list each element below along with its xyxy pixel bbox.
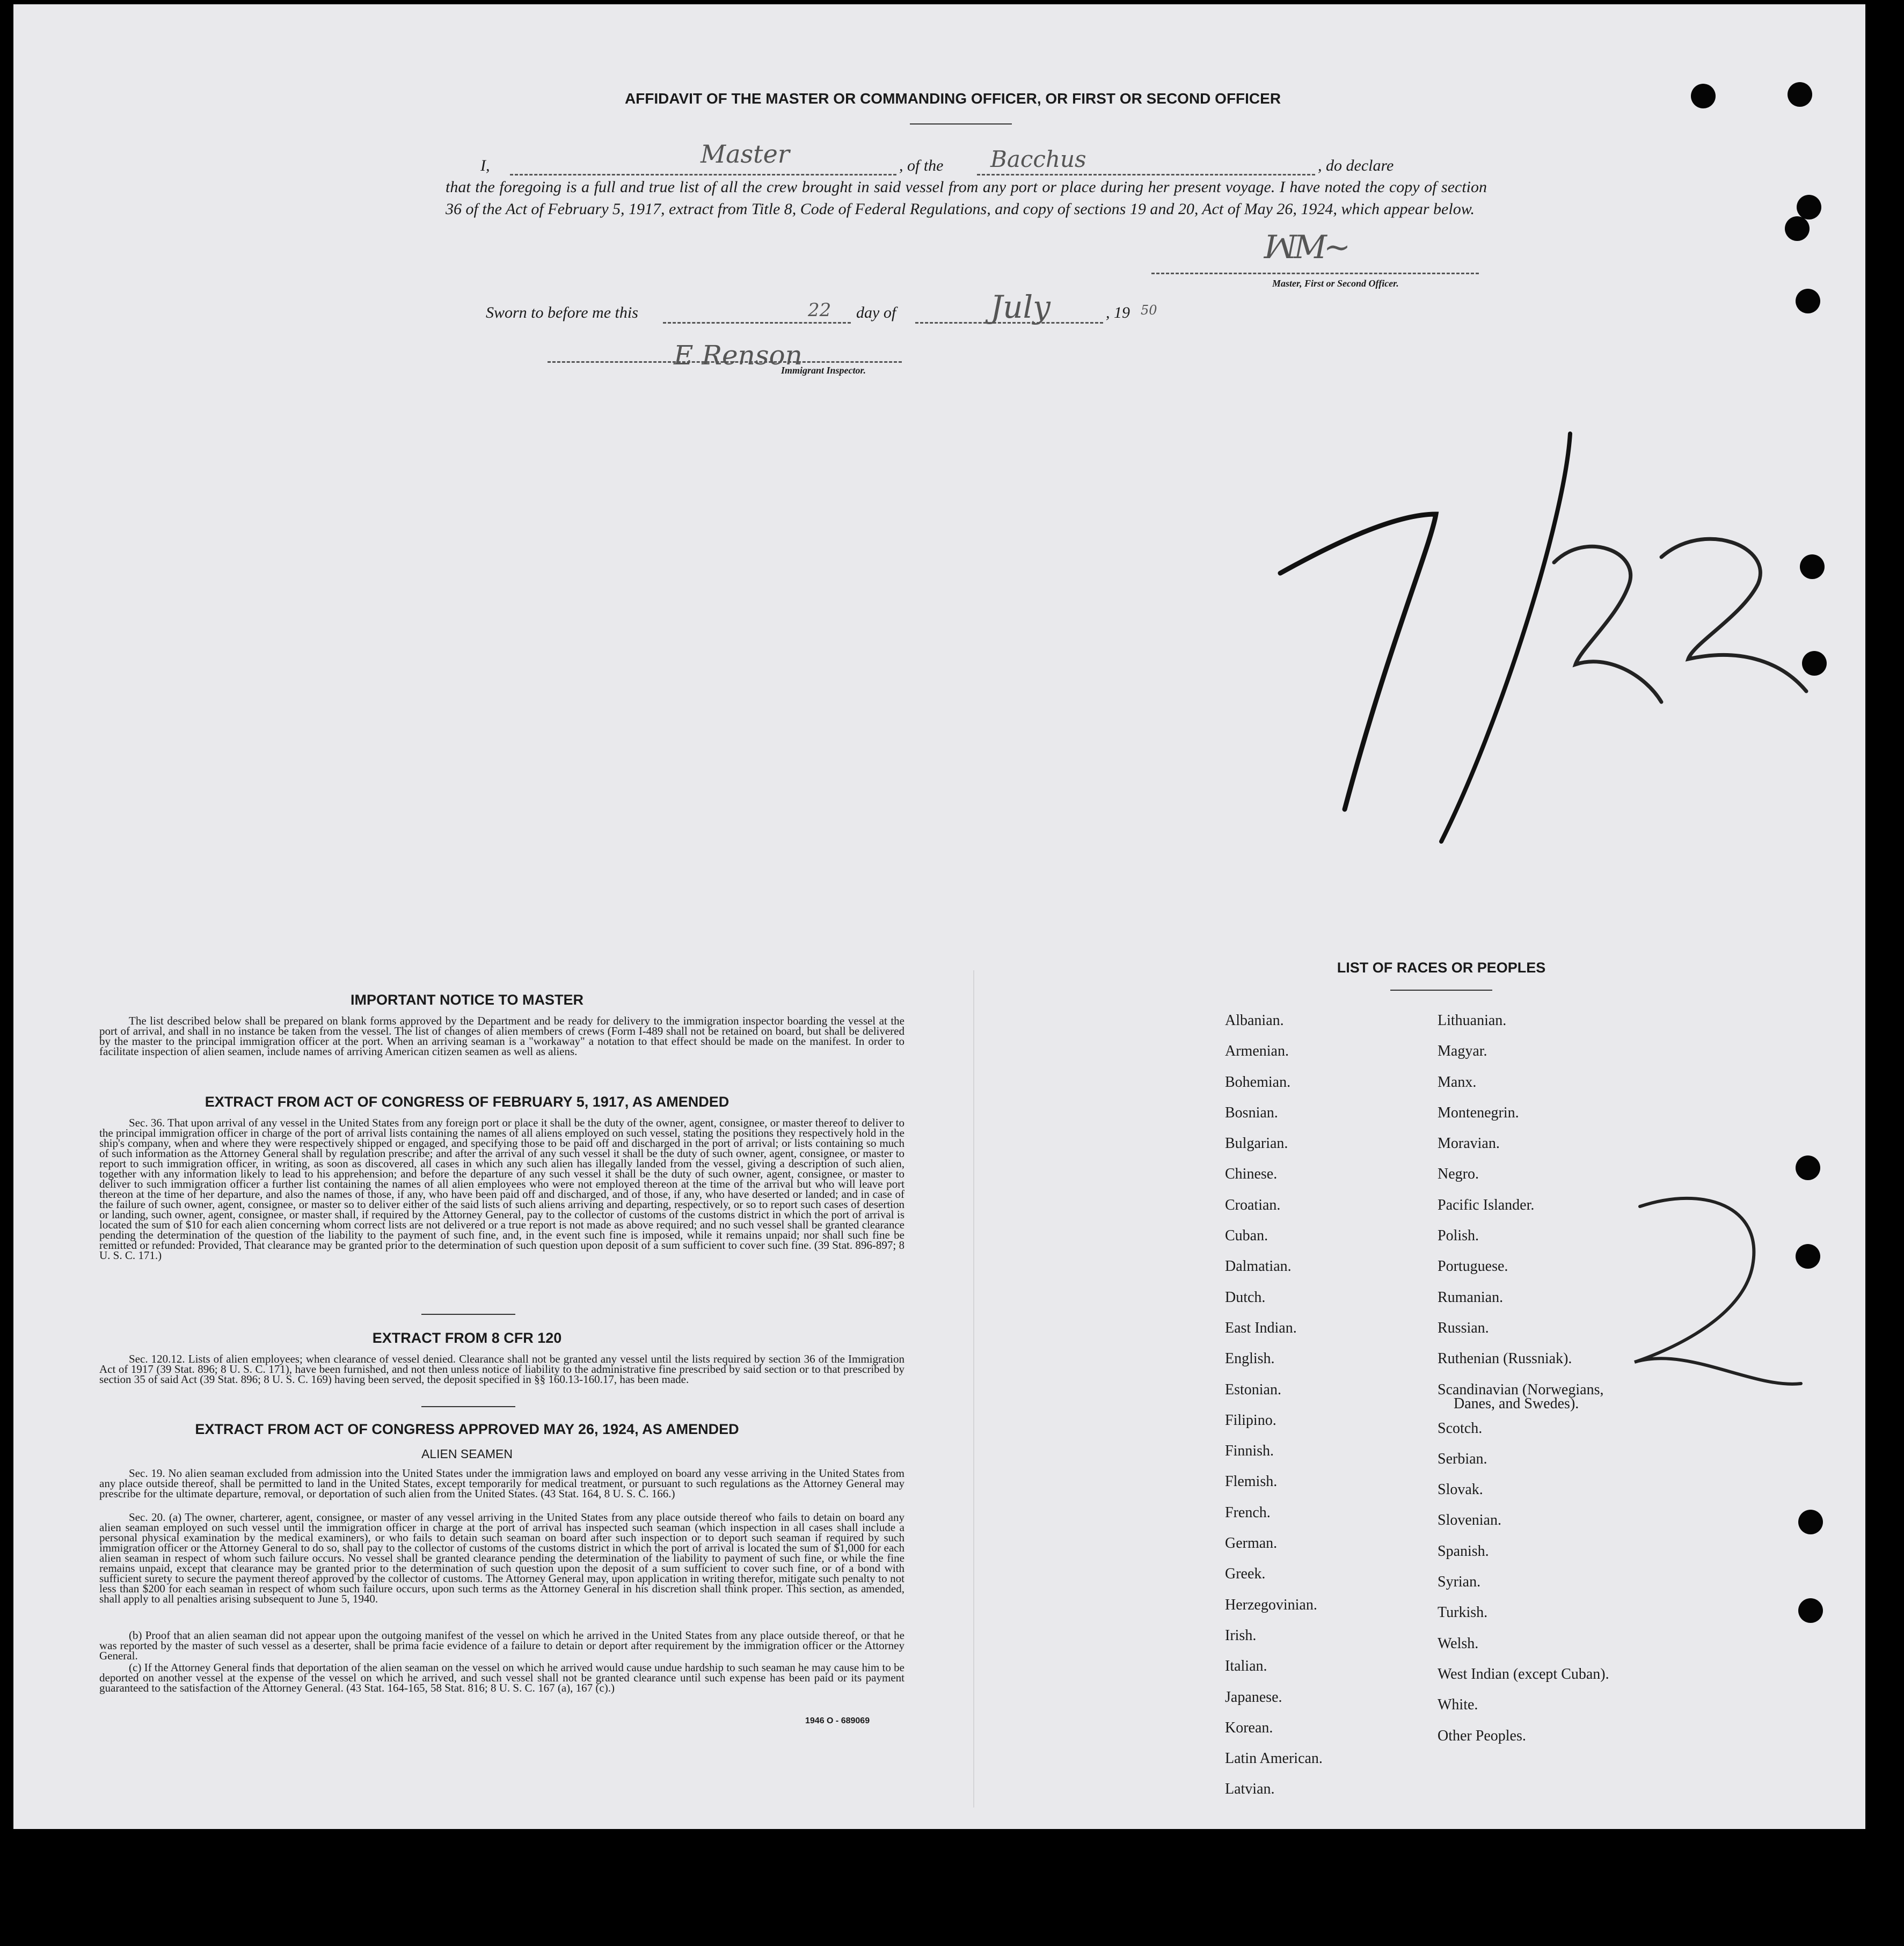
punch-hole: [1798, 1510, 1823, 1534]
race-item: Portuguese.: [1438, 1258, 1508, 1275]
of-the-label: , of the: [899, 157, 944, 174]
stroke-number-2: [1635, 1198, 1801, 1384]
race-item: Scandinavian (Norwegians,: [1438, 1381, 1604, 1398]
race-item: English.: [1225, 1350, 1275, 1367]
race-item: Dalmatian.: [1225, 1258, 1292, 1275]
race-item: Slovak.: [1438, 1481, 1483, 1498]
race-item: Filipino.: [1225, 1411, 1276, 1429]
vessel-name-handwritten: Bacchus: [990, 146, 1086, 172]
races-title: LIST OF RACES OR PEOPLES: [1337, 960, 1546, 976]
race-item: West Indian (except Cuban).: [1438, 1665, 1609, 1682]
race-item: Slovenian.: [1438, 1512, 1501, 1529]
month-handwritten: July: [990, 289, 1051, 325]
stroke-7: [1280, 514, 1436, 809]
race-item: Welsh.: [1438, 1635, 1479, 1652]
stroke-slash: [1441, 434, 1570, 842]
extract-1917-text: Sec. 36. That upon arrival of any vessel in the United States from any foreign port or place it shall be the duty of the owner, agent, consignee, or master thereof to deliver to the principal immigration officer in charge of the port of arrival lists containing the names of all aliens employed on such vessel, stating the positions they respectively hold in the ship's company, when and where they were respectively shipped or engaged, and specifying those to be paid off and discharged in the port of arrival; or lists containing so much of such information as the Attorney General shall by regulation prescribe; and after the arrival of any such vessel it shall be the duty of such owner, agent, consignee, or master to report to such immigration officer, in writing, as soon as discovered, all cases in which any such alien has illegally landed from the vessel, giving a description of such alien, together with any information likely to lead to his apprehension; and before the departure of any such vessel it shall be the duty of such owner, agent, consignee, or master to deliver to such immigration officer a further list containing the names of all alien employees who were not employed thereon at the time of the arrival but who will leave port thereon at the time of her departure, and also the names of those, if any, who have been paid off and discharged, and of those, if any, who have deserted or landed; and in case of the failure of such owner, agent, consignee, or master so to deliver either of the said lists of such aliens arriving and departing, respectively, or so to report such cases of desertion or landing, such owner, agent, consignee, or master shall, if required by the Attorney General, pay to the collector of customs of the customs district in which the port of arrival is located the sum of $10 for each alien concerning whom correct lists are not delivered or a true report is not made as above required; and no such vessel shall be granted clearance pending the determination of the question of the liability to the payment of such fine, and, in the event such fine is imposed, while it remains unpaid; nor shall such fine be remitted or refunded: Provided, That clearance may be granted prior to the determination of such question upon deposit of a sum sufficient to cover such fine. (39 Stat. 896-897; 8 U. S. C. 171.): [99, 1116, 904, 1262]
race-item: Syrian.: [1438, 1574, 1481, 1591]
race-item: Bohemian.: [1225, 1073, 1291, 1091]
handwritten-number-2: [1618, 1185, 1817, 1400]
i-prefix: I,: [480, 157, 490, 174]
punch-hole: [1796, 1155, 1820, 1180]
race-item: Japanese.: [1225, 1688, 1282, 1706]
section-rule: [421, 1314, 515, 1315]
signature-line: [1151, 273, 1479, 274]
race-item: Albanian.: [1225, 1012, 1284, 1029]
punch-hole: [1788, 82, 1812, 107]
race-item: Bosnian.: [1225, 1104, 1278, 1121]
race-item: Serbian.: [1438, 1450, 1487, 1467]
race-item: Flemish.: [1225, 1473, 1278, 1490]
punch-hole: [1797, 195, 1821, 220]
extract-1924-sec20b: (b) Proof that an alien seaman did not appear upon the outgoing manifest of the vessel on which he arrived in the United States from any place outside thereof, or that he was reported by the master of such vessel as a deserter, shall be prima facie evidence of a failure to detain or deport after requirement by the immigration officer or the Attorney General.: [99, 1629, 904, 1662]
punch-hole: [1691, 84, 1716, 108]
race-item: Ruthenian (Russniak).: [1438, 1350, 1572, 1367]
race-item: Lithuanian.: [1438, 1012, 1507, 1029]
day-of-label: day of: [856, 304, 896, 321]
stroke-2a: [1554, 546, 1661, 702]
day-handwritten: 22: [808, 299, 831, 321]
fold-line: [973, 970, 974, 1808]
race-item: Danes, and Swedes).: [1454, 1395, 1579, 1412]
day-blank: [663, 322, 851, 324]
race-item: Finnish.: [1225, 1443, 1274, 1460]
race-item: White.: [1438, 1696, 1478, 1714]
punch-hole: [1796, 289, 1820, 313]
handwritten-date-7-22: [1264, 423, 1844, 863]
inspector-signature: E Renson: [674, 340, 803, 371]
title-rule: [910, 123, 1012, 125]
extract-1924-sec20c: (c) If the Attorney General finds that deportation of the alien seaman on the vessel on which he arrived would cause undue hardship to such seaman he may cause him to be deported on another vessel at the expense of the vessel on which he arrived, and such vessel shall not be granted clearance until such expense has been paid or its payment guaranteed to the satisfaction of the Attorney General. (43 Stat. 164-165, 58 Stat. 816; 8 U. S. C. 167 (a), 167 (c).): [99, 1661, 904, 1694]
race-item: Greek.: [1225, 1565, 1266, 1583]
vessel-blank: [977, 174, 1315, 175]
extract-1917-title: EXTRACT FROM ACT OF CONGRESS OF FEBRUARY 5, 1917, AS AMENDED: [205, 1094, 729, 1110]
do-declare-label: , do declare: [1318, 157, 1394, 174]
extract-cfr-text: Sec. 120.12. Lists of alien employees; when clearance of vessel denied. Clearance shall not be granted any vessel until the lists required by section 36 of the Immigration Act of 1917 (39 Stat. 896; 8 U. S. C. 171), have been furnished, and not then unless notice of liability to the administrative fine prescribed by said section or to that prescribed by section 35 of said Act (39 Stat. 896; 8 U. S. C. 169) having been served, the deposit specified in §§ 160.13-160.17, has been made.: [99, 1352, 904, 1386]
race-item: Chinese.: [1225, 1166, 1278, 1183]
race-item: Irish.: [1225, 1627, 1257, 1644]
race-item: Moravian.: [1438, 1135, 1500, 1152]
race-item: Cuban.: [1225, 1227, 1268, 1245]
race-item: Croatian.: [1225, 1196, 1281, 1213]
year-prefix: , 19: [1106, 304, 1130, 321]
race-item: Spanish.: [1438, 1542, 1489, 1560]
print-code: 1946 O - 689069: [805, 1716, 870, 1725]
master-signature-label: Master, First or Second Officer.: [1272, 278, 1399, 289]
race-item: Latin American.: [1225, 1750, 1323, 1767]
races-right-column: [1438, 1005, 1609, 1751]
sworn-label: Sworn to before me this: [486, 304, 638, 321]
notice-text: The list described below shall be prepared on blank forms approved by the Department and be ready for delivery to the immigration inspector boarding the vessel at the port of arrival, and shall in no instance be taken from the vessel. The list of changes of alien members of crews (Form I-489 shall not be retained on board, but shall be delivered by the master to the principal immigration officer at the port. When an arriving seaman is a "workaway" a notation to that effect should be made on the manifest. In order to facilitate inspection of alien seamen, include names of arriving American citizen seamen as well as aliens.: [99, 1014, 904, 1058]
race-item: Russian.: [1438, 1319, 1489, 1336]
race-item: Montenegrin.: [1438, 1104, 1519, 1121]
race-item: Polish.: [1438, 1227, 1479, 1245]
race-item: Latvian.: [1225, 1781, 1275, 1798]
race-item: Italian.: [1225, 1658, 1267, 1675]
extract-cfr-title: EXTRACT FROM 8 CFR 120: [372, 1330, 562, 1346]
race-item: Dutch.: [1225, 1289, 1266, 1306]
extract-1924-sec19: Sec. 19. No alien seaman excluded from admission into the United States under the immigration laws and employed on board any vesse arriving in the United States from any place outside thereof, shall be permitted to land in the United States, except temporarily for medical treatment, or pursuant to such regulations as the Attorney General may prescribe for the ultimate departure, removal, or deportation of such alien from the United States. (43 Stat. 164, 8 U. S. C. 166.): [99, 1467, 904, 1500]
race-item: Rumanian.: [1438, 1289, 1504, 1306]
extract-1924-title: EXTRACT FROM ACT OF CONGRESS APPROVED MAY 26, 1924, AS AMENDED: [195, 1421, 739, 1437]
race-item: Other Peoples.: [1438, 1727, 1526, 1744]
race-item: Magyar.: [1438, 1043, 1487, 1060]
race-item: Estonian.: [1225, 1381, 1281, 1398]
race-item: Negro.: [1438, 1166, 1479, 1183]
race-item: Korean.: [1225, 1719, 1273, 1736]
punch-hole: [1785, 216, 1810, 241]
extract-1924-sec20a: Sec. 20. (a) The owner, charterer, agent, consignee, or master of any vessel arriving in the United States from any place outside thereof who fails to detain on board any alien seaman employed on such vessel until the immigration officer in charge at the port of arrival has inspected such seaman (which inspection in all cases shall include a personal physical examination by the medical examiners), or who fails to detain such seaman on board after such inspection or to deport such seaman if required by such immigration officer or the Attorney General to do so, shall pay to the collector of customs of the customs district in which the port of arrival is located the sum of $1,000 for each alien seaman in respect of whom such failure occurs. No vessel shall be granted clearance pending the determination of the liability to payment of such fine, or while the fine remains unpaid, except that clearance may be granted prior to the determination of such question upon the deposit of a sum sufficient to cover such fine, or of a bond with sufficient surety to secure the payment thereof approved by the collector of customs. The Attorney General may, upon application in writing therefor, mitigate such penalty to not less than $200 for each seaman in respect of whom such failure occurs, upon such terms as the Attorney General in his discretion shall think proper. This section, as amended, shall apply to all penalties arising subsequent to June 5, 1940.: [99, 1511, 904, 1605]
races-left-column: [1225, 1005, 1323, 1805]
race-item: Bulgarian.: [1225, 1135, 1288, 1152]
name-blank: [510, 174, 896, 175]
affidavit-title: AFFIDAVIT OF THE MASTER OR COMMANDING OFFICER, OR FIRST OR SECOND OFFICER: [624, 90, 1281, 107]
race-item: Manx.: [1438, 1073, 1477, 1091]
declaration-body: that the foregoing is a full and true list of all the crew brought in said vessel from any port or place during her present voyage. I have noted the copy of section 36 of the Act of February 5, 1917, extract from Title 8, Code of Federal Regulations, and copy of sections 19 and 20, Act of May 26, 1924, which appear below.: [446, 178, 1487, 218]
master-name-handwritten: Master: [701, 140, 790, 169]
section-rule: [421, 1406, 515, 1407]
master-signature: ꟽM~: [1264, 229, 1348, 266]
race-item: German.: [1225, 1535, 1278, 1552]
race-item: Pacific Islander.: [1438, 1196, 1535, 1213]
race-item: East Indian.: [1225, 1319, 1297, 1336]
race-item: French.: [1225, 1504, 1271, 1521]
inspector-line: [548, 361, 902, 363]
year-handwritten: 50: [1141, 303, 1157, 318]
race-item: Herzegovinian.: [1225, 1596, 1317, 1613]
inspector-label: Immigrant Inspector.: [781, 365, 866, 376]
sworn-line: [486, 289, 1237, 332]
document-sheet: [13, 4, 1865, 1829]
punch-hole: [1798, 1598, 1823, 1623]
race-item: Armenian.: [1225, 1043, 1289, 1060]
race-item: Scotch.: [1438, 1420, 1483, 1437]
stroke-2b: [1661, 539, 1806, 691]
races-rule: [1390, 990, 1492, 991]
extract-1924-subtitle: ALIEN SEAMEN: [421, 1447, 513, 1461]
race-item: Turkish.: [1438, 1604, 1488, 1621]
notice-title: IMPORTANT NOTICE TO MASTER: [351, 992, 583, 1008]
